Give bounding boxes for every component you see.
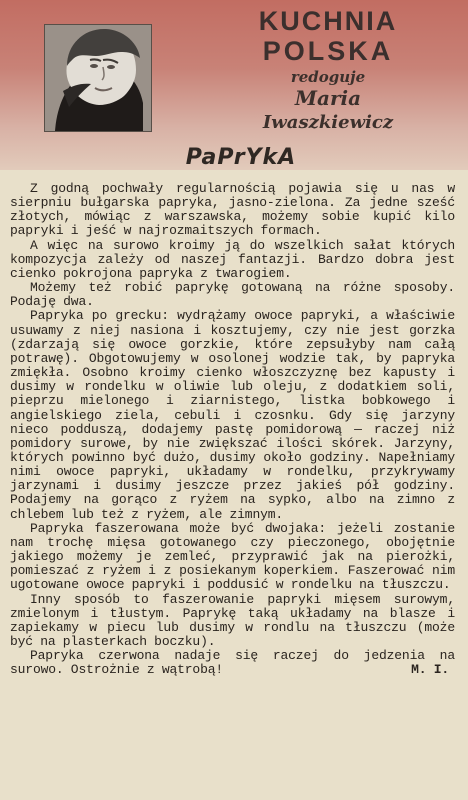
portrait-image bbox=[45, 25, 151, 131]
article-title: PaPrYkA bbox=[185, 145, 297, 170]
masthead-line4: Maria bbox=[294, 86, 362, 110]
paragraph-5: Papryka faszerowana może być dwojaka: jeżeli zostanie nam trochę mięsa gotowanego czy pieczonego, obojętnie jakiego możemy je zemleć, przyprawić jak na pierożki, pomieszać z ryżem i z posiekanym koperkiem. Faszerować nim ugotowane owoce papryki i poddusić w rondelku na tłuszczu. bbox=[10, 520, 455, 593]
paragraph-2: A więc na surowo kroimy ją do wszelkich sałat których kompozycja zależy od naszej fantazji. Bardzo dobra jest cienko pokrojona papryka z twarogiem. bbox=[10, 237, 455, 281]
paragraph-7-text: Papryka czerwona nadaje się raczej do jedzenia na surowo. Ostrożnie z wątrobą! bbox=[10, 648, 455, 678]
paragraph-1: Z godną pochwały regularnością pojawia się u nas w sierpniu bułgarska papryka, jasno-zielona. Za jedne sześć złotych, mówiąc z warszawska, możemy sobie kupić kilo papryki i jeść w najrozmaitszych formach. bbox=[10, 181, 455, 239]
masthead-line1: KUCHNIA bbox=[258, 6, 398, 36]
article-body bbox=[10, 182, 455, 677]
paragraph-7 bbox=[10, 649, 455, 677]
masthead-line2: POLSKA bbox=[262, 36, 394, 66]
paragraph-3: Możemy też robić paprykę gotowaną na różne sposoby. Podaję dwa. bbox=[10, 280, 455, 310]
author-signature: M. I. bbox=[411, 662, 449, 678]
section-masthead bbox=[234, 6, 422, 134]
masthead-line3: redoguje bbox=[290, 68, 366, 86]
masthead-line5: Iwaszkiewicz bbox=[262, 112, 394, 133]
author-photo bbox=[44, 24, 152, 132]
paragraph-4: Papryka po grecku: wydrążamy owoce papryki, a właściwie usuwamy z niej nasiona i kosztujemy, czy nie jest gorzka (zdarzają się owoce gorzkie, które zepsułyby nam całą potrawę). Obgotowujemy w osolonej wodzie tak, by papryka zmiękła. Osobno kroimy cienko włoszczyznę bez kapusty i dusimy w rondelku w oliwie lub oleju, z dodatkiem soli, pieprzu mielonego i ziarnistego, listka bobkowego i angielskiego ziela, cebuli i czosnku. Gdy się jarzyny nieco podduszą, dodajemy pastę pomidorową — raczej niż pomidory surowe, by nie zwiększać ilości skórek. Jarzyny, których powinno być dużo, dusimy około godziny. Napełniamy nimi owoce papryki, układamy w rondelku, przykrywamy jarzynami i dusimy jeszcze przez jakieś pół godziny. Podajemy na gorąco z ryżem na sypko, albo na zimno z chlebem lub też z ryżem, ale zimnym. bbox=[10, 308, 455, 522]
paragraph-6: Inny sposób to faszerowanie papryki mięsem surowym, zmielonym i tłustym. Paprykę taką układamy na blasze i zapiekamy w piecu lub dusimy w rondlu na tłuszczu (może być na plasterkach boczku). bbox=[10, 591, 455, 649]
